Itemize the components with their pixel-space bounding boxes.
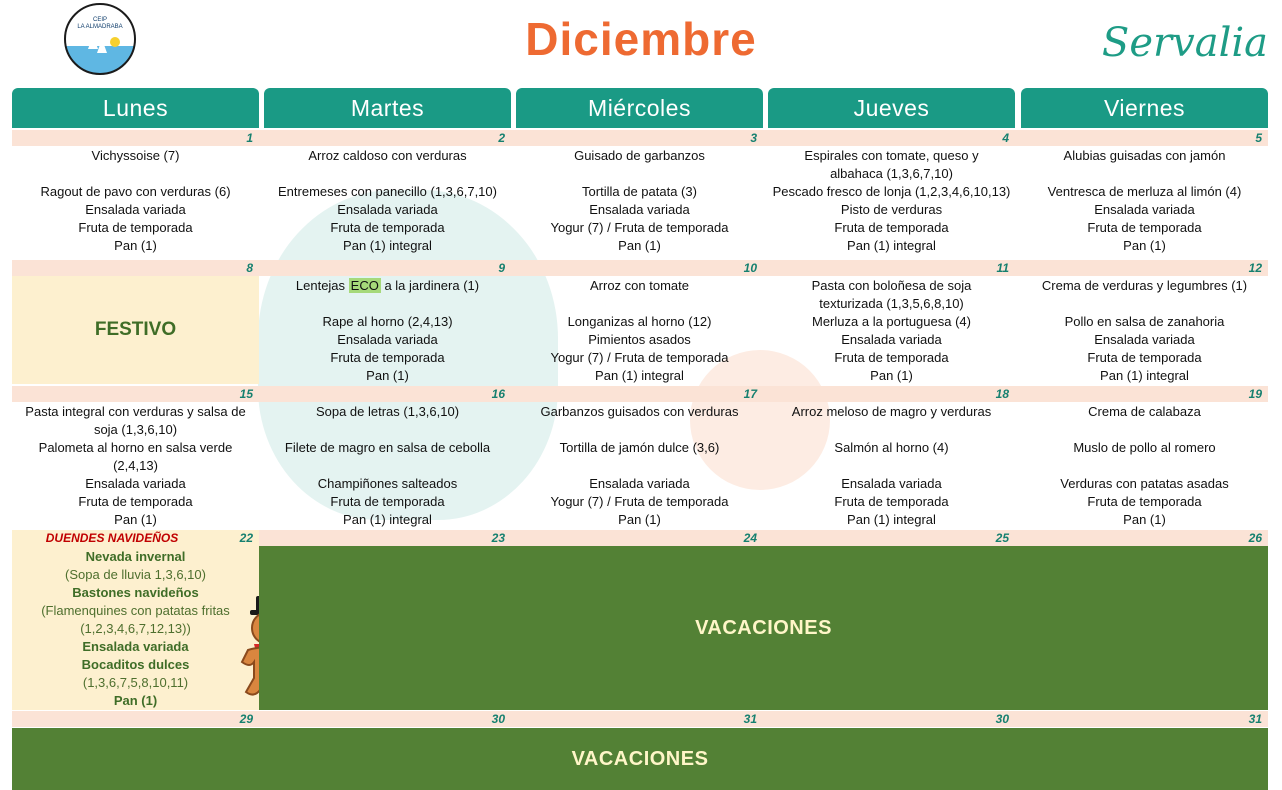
menu-line: Pan (1) integral [595,368,684,383]
menu-line: Palometa al horno en salsa verde [38,440,233,455]
menu-line: Ensalada variada [337,202,438,217]
menu-line: Fruta de temporada [78,494,193,509]
menu-line: Fruta de temporada [330,494,445,509]
menu-line: Sopa de letras (1,3,6,10) [315,404,460,419]
menu-line: Nevada invernal [85,549,186,564]
day-header-viernes: Viernes [1021,88,1268,128]
day-number: 2 [498,131,505,145]
menu-line: Ensalada variada [85,476,186,491]
menu-line: Fruta de temporada [834,220,949,235]
menu-cell-16 [264,403,511,529]
menu-cell-15 [12,403,259,529]
day-number: 25 [995,531,1009,545]
menu-line: Champiñones salteados [317,476,458,491]
menu-line: Ensalada variada [82,639,189,654]
menu-line: Yogur (7) / Fruta de temporada [550,350,729,365]
menu-line: (2,4,13) [113,458,158,473]
day-number: 11 [996,261,1009,275]
menu-line: Alubias guisadas con jamón [1063,148,1226,163]
menu-line: Yogur (7) / Fruta de temporada [550,220,729,235]
vacaciones-block: VACACIONES [259,546,1268,710]
menu-cell-10 [516,277,763,385]
menu-line: soja (1,3,6,10) [93,422,178,437]
menu-line: Arroz con tomate [590,278,689,293]
menu-line: Bocaditos dulces [81,657,190,672]
menu-cell-4 [768,147,1015,255]
day-header-martes: Martes [264,88,511,128]
menu-line: Ensalada variada [1094,332,1195,347]
menu-line: Filete de magro en salsa de cebolla [284,440,491,455]
menu-line: Ensalada variada [85,202,186,217]
menu-text: Lentejas [295,278,349,293]
menu-line: Pan (1) [618,512,661,527]
menu-line: Ensalada variada [589,476,690,491]
menu-line: Pan (1) [618,238,661,253]
menu-line [264,277,511,295]
menu-line: Yogur (7) / Fruta de temporada [550,494,729,509]
menu-line: Ensalada variada [337,332,438,347]
menu-line: Fruta de temporada [834,350,949,365]
day-number: 30 [491,712,505,726]
menu-line: Pan (1) [114,238,157,253]
logo-text-line1: CEIP [92,17,107,23]
menu-line: Fruta de temporada [330,350,445,365]
menu-line: Merluza a la portuguesa (4) [812,314,971,329]
menu-cell-19 [1021,403,1268,529]
day-number: 16 [491,387,505,401]
menu-line: Crema de calabaza [1088,404,1201,419]
menu-line: Pescado fresco de lonja (1,2,3,4,6,10,13) [772,184,1011,199]
day-header-jueves: Jueves [768,88,1015,128]
logo-text-line2: LA ALMADRABA [77,24,123,30]
menu-text: a la jardinera (1) [380,278,480,293]
menu-line: Arroz meloso de magro y verduras [791,404,992,419]
menu-line: Entremeses con panecillo (1,3,6,7,10) [278,184,497,199]
menu-line: Pimientos asados [588,332,691,347]
menu-line: Pollo en salsa de zanahoria [1064,314,1225,329]
vacaciones-block: VACACIONES [12,728,1268,790]
menu-line: texturizada (1,3,5,6,8,10) [819,296,964,311]
menu-line: Garbanzos guisados con verduras [540,404,739,419]
menu-line: Pasta integral con verduras y salsa de [25,404,246,419]
menu-line: Ventresca de merluza al limón (4) [1047,184,1242,199]
menu-line: Tortilla de patata (3) [582,184,697,199]
menu-line: Ensalada variada [1094,202,1195,217]
menu-line: Fruta de temporada [78,220,193,235]
menu-line: Pan (1) [114,512,157,527]
day-number: 8 [246,261,253,275]
menu-line: Fruta de temporada [330,220,445,235]
menu-cell-3 [516,147,763,255]
menu-line: Muslo de pollo al romero [1073,440,1216,455]
menu-line: (Flamenquines con patatas fritas [41,603,230,618]
day-number: 5 [1255,131,1262,145]
menu-line: Pan (1) [1123,512,1166,527]
menu-line: Rape al horno (2,4,13) [322,314,453,329]
day-number: 19 [1248,387,1262,401]
menu-line: Pan (1) integral [847,238,936,253]
month-title: Diciembre [525,13,757,65]
menu-line: (Sopa de lluvia 1,3,6,10) [65,567,206,582]
menu-line: Vichyssoise (7) [91,148,180,163]
brand-logo: Servalia [1101,20,1268,66]
menu-line: Pan (1) integral [343,238,432,253]
menu-line: Pan (1) integral [343,512,432,527]
duendes-title: DUENDES NAVIDEÑOS [45,531,179,545]
menu-line: Pasta con boloñesa de soja [811,278,972,293]
day-number: 29 [239,712,253,726]
menu-line: Longanizas al horno (12) [567,314,712,329]
menu-line: Fruta de temporada [1087,350,1202,365]
menu-line: Pan (1) [1123,238,1166,253]
menu-line: Fruta de temporada [834,494,949,509]
menu-cell-18 [768,403,1015,529]
eco-badge: ECO [350,278,379,293]
day-number: 31 [743,712,757,726]
menu-line: Bastones navideños [72,585,199,600]
day-number: 30 [995,712,1009,726]
day-number: 22 [239,531,253,545]
menu-line: Guisado de garbanzos [574,148,705,163]
menu-line: Ensalada variada [589,202,690,217]
day-header-lunes: Lunes [12,88,259,128]
day-number: 24 [743,531,757,545]
menu-line: Ensalada variada [841,332,942,347]
menu-line: Pan (1) [870,368,913,383]
day-number: 17 [743,387,757,401]
menu-cell-11 [768,277,1015,385]
menu-line: Fruta de temporada [1087,220,1202,235]
menu-line: albahaca (1,3,6,7,10) [830,166,953,181]
day-number: 31 [1248,712,1262,726]
menu-line: Crema de verduras y legumbres (1) [1041,278,1248,293]
menu-cell-1 [12,147,259,255]
menu-line: Ragout de pavo con verduras (6) [40,184,231,199]
day-number: 10 [743,261,757,275]
menu-line: Pisto de verduras [840,202,943,217]
menu-cell-17 [516,403,763,529]
menu-cell-12 [1021,277,1268,385]
day-number: 3 [750,131,757,145]
menu-line: Pan (1) [113,693,158,708]
menu-line: Arroz caldoso con verduras [308,148,467,163]
day-number: 18 [995,387,1009,401]
menu-line: Pan (1) integral [1100,368,1189,383]
menu-line: (1,2,3,4,6,7,12,13)) [80,621,191,636]
day-number: 23 [491,531,505,545]
menu-line: Ensalada variada [841,476,942,491]
menu-cell-9 [264,277,511,385]
menu-line: Tortilla de jamón dulce (3,6) [559,440,720,455]
day-number: 26 [1248,531,1262,545]
menu-line: (1,3,6,7,5,8,10,11) [82,675,189,690]
menu-line: Verduras con patatas asadas [1060,476,1229,491]
day-number: 4 [1002,131,1009,145]
menu-line: Salmón al horno (4) [834,440,949,455]
day-number: 12 [1248,261,1262,275]
day-number: 15 [239,387,253,401]
menu-line: Fruta de temporada [1087,494,1202,509]
menu-line: Espirales con tomate, queso y [804,148,979,163]
menu-cell-2 [264,147,511,255]
menu-line: Pan (1) [366,368,409,383]
day-number: 1 [246,131,253,145]
day-number: 9 [498,261,505,275]
menu-line: Pan (1) integral [847,512,936,527]
festivo-cell: FESTIVO [12,276,259,384]
day-header-miercoles: Miércoles [516,88,763,128]
menu-cell-5 [1021,147,1268,255]
